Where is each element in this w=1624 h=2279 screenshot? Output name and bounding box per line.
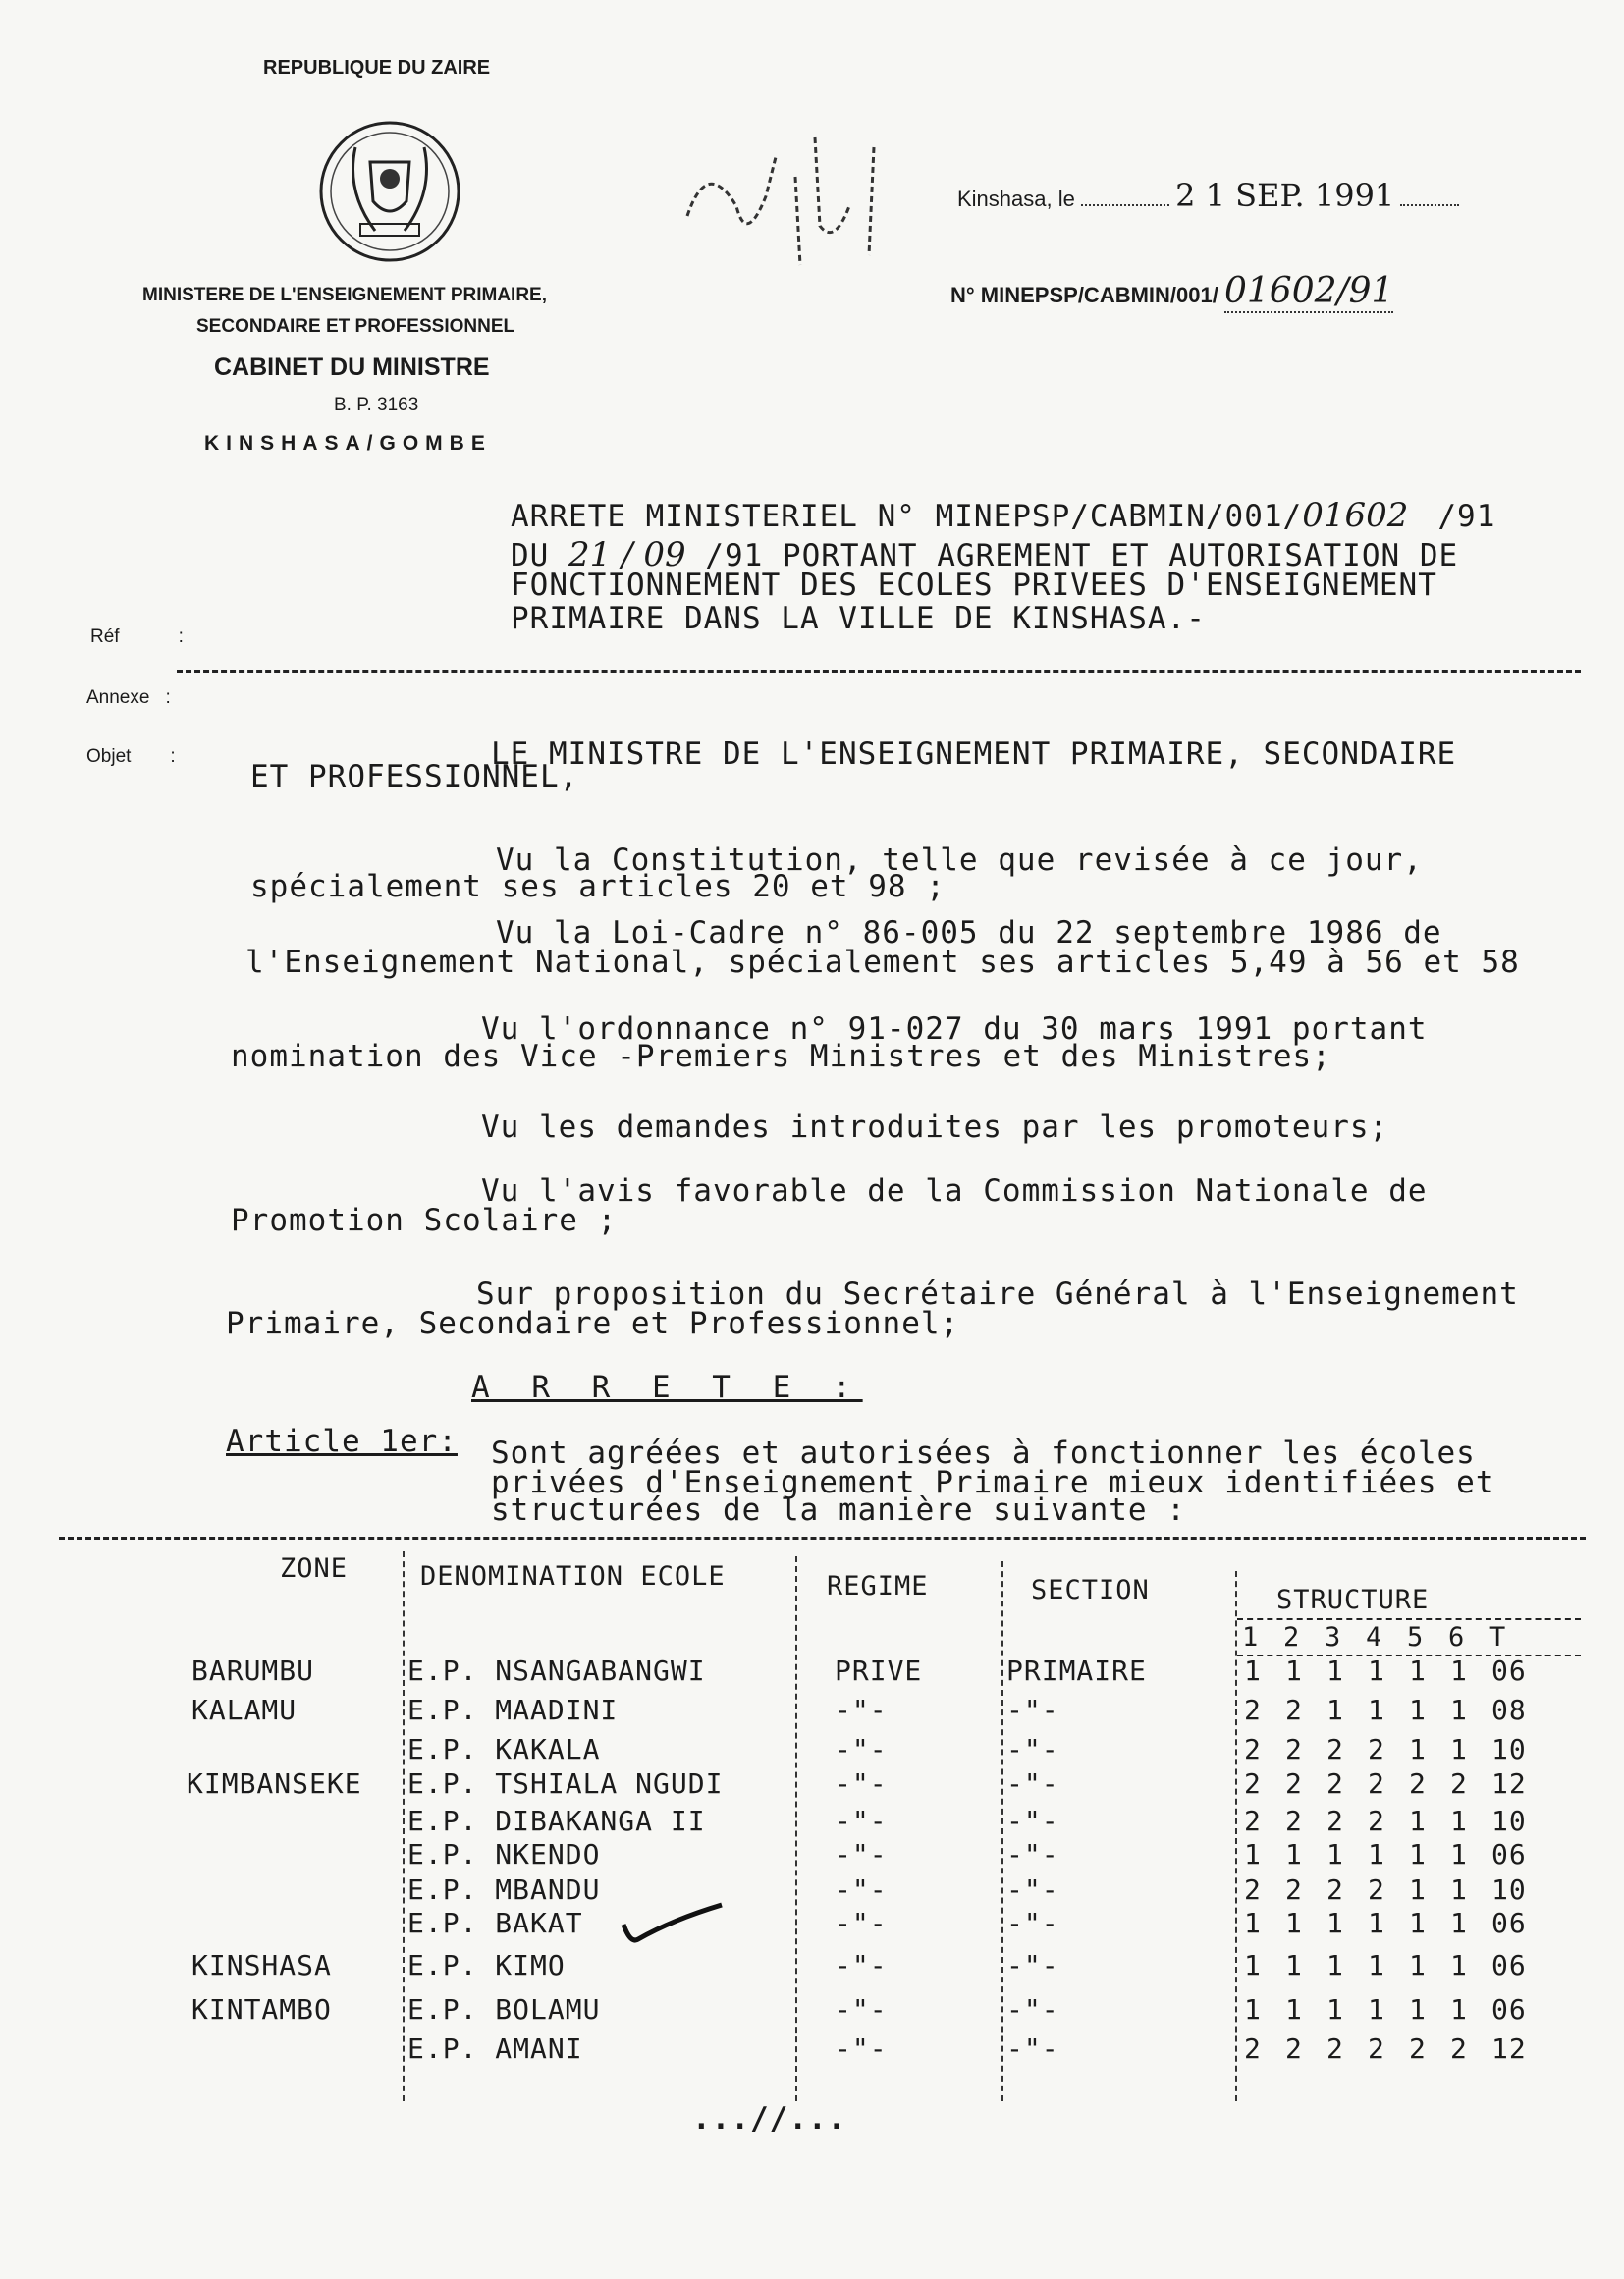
row-section: -"- <box>1006 1805 1059 1837</box>
reference-handwritten: 01602/91 <box>1223 271 1394 311</box>
row-structure-cell: 2 <box>1409 1767 1427 1800</box>
row-structure-cell: 06 <box>1491 1838 1527 1871</box>
minister-line-2: ET PROFESSIONNEL, <box>250 759 579 794</box>
row-structure-cell: 2 <box>1326 2033 1344 2065</box>
row-structure-cell: 1 <box>1244 1655 1262 1687</box>
considerant-avis-2: Promotion Scolaire ; <box>231 1203 618 1238</box>
row-section: PRIMAIRE <box>1006 1655 1147 1687</box>
row-school-name: E.P. TSHIALA NGUDI <box>407 1767 724 1800</box>
arrete-heading: A R R E T E : <box>471 1370 863 1405</box>
considerant-proposition-1: Sur proposition du Secrétaire Général à l'Enseignement <box>476 1276 1519 1312</box>
row-school-name: E.P. MBANDU <box>407 1873 601 1906</box>
row-zone: KINTAMBO <box>191 1993 332 2026</box>
row-structure-cell: 2 <box>1285 1873 1303 1906</box>
considerant-constitution-1: Vu la Constitution, telle que revisée à ce jour, <box>496 842 1423 878</box>
title-line-1: ARRETE MINISTERIEL N° MINEPSP/CABMIN/001/01602 /91 <box>511 496 1496 535</box>
col-divider-3 <box>1001 1561 1003 2101</box>
considerant-avis-1: Vu l'avis favorable de la Commission Nationale de <box>481 1173 1428 1209</box>
row-structure-cell: 1 <box>1326 1907 1344 1939</box>
row-regime: -"- <box>835 1949 888 1981</box>
structure-col-3: 3 <box>1325 1622 1342 1653</box>
row-section: -"- <box>1006 1907 1059 1939</box>
col-divider-2 <box>795 1556 797 2101</box>
header-zone: ZONE <box>280 1553 349 1584</box>
place-label: Kinshasa, le <box>957 187 1075 211</box>
row-structure-cell: 06 <box>1491 1993 1527 2026</box>
row-school-name: E.P. BAKAT <box>407 1907 583 1939</box>
row-structure-cell: 1 <box>1326 1655 1344 1687</box>
row-structure-cell: 1 <box>1450 1694 1468 1726</box>
row-structure-cell: 1 <box>1450 1655 1468 1687</box>
row-section: -"- <box>1006 2033 1059 2065</box>
considerant-loi-cadre-1: Vu la Loi-Cadre n° 86-005 du 22 septembre 1986 de <box>496 915 1442 950</box>
row-structure-cell: 1 <box>1326 1694 1344 1726</box>
header-regime: REGIME <box>827 1571 929 1601</box>
row-structure-cell: 2 <box>1368 2033 1385 2065</box>
minister-line-1: LE MINISTRE DE L'ENSEIGNEMENT PRIMAIRE, SECONDAIRE <box>491 736 1457 772</box>
row-structure-cell: 2 <box>1409 2033 1427 2065</box>
row-structure-cell: 1 <box>1368 1655 1385 1687</box>
row-structure-cell: 1 <box>1409 1655 1427 1687</box>
continuation-mark: ...//... <box>692 2101 847 2137</box>
header-denomination: DENOMINATION ECOLE <box>420 1561 726 1592</box>
row-structure-cell: 2 <box>1368 1767 1385 1800</box>
row-school-name: E.P. KAKALA <box>407 1733 601 1765</box>
row-zone: BARUMBU <box>191 1655 315 1687</box>
row-structure-cell: 1 <box>1285 1949 1303 1981</box>
row-structure-cell: 2 <box>1244 1767 1262 1800</box>
row-structure-cell: 1 <box>1409 1907 1427 1939</box>
checkmark-icon <box>619 1900 727 1953</box>
row-regime: -"- <box>835 1733 888 1765</box>
considerant-constitution-2: spécialement ses articles 20 et 98 ; <box>250 869 946 904</box>
row-structure-cell: 1 <box>1450 1949 1468 1981</box>
row-structure-cell: 1 <box>1409 1993 1427 2026</box>
row-structure-cell: 1 <box>1244 1949 1262 1981</box>
article-text-2: privées d'Enseignement Primaire mieux identifiées et <box>491 1465 1495 1500</box>
row-regime: -"- <box>835 1694 888 1726</box>
row-structure-cell: 1 <box>1450 1873 1468 1906</box>
structure-col-2: 2 <box>1283 1622 1301 1653</box>
letter-date: 2 1 SEP. 1991 <box>1175 177 1395 214</box>
row-section: -"- <box>1006 1873 1059 1906</box>
coat-of-arms-seal <box>316 118 463 265</box>
row-structure-cell: 2 <box>1244 1805 1262 1837</box>
row-school-name: E.P. DIBAKANGA II <box>407 1805 706 1837</box>
row-structure-cell: 1 <box>1409 1733 1427 1765</box>
header-structure: STRUCTURE <box>1276 1585 1430 1615</box>
row-school-name: E.P. NSANGABANGWI <box>407 1655 706 1687</box>
row-structure-cell: 1 <box>1409 1838 1427 1871</box>
row-structure-cell: 1 <box>1368 1949 1385 1981</box>
header-section: SECTION <box>1031 1575 1150 1605</box>
row-school-name: E.P. KIMO <box>407 1949 566 1981</box>
row-zone: KALAMU <box>191 1694 298 1726</box>
row-structure-cell: 1 <box>1368 1694 1385 1726</box>
row-structure-cell: 1 <box>1326 1838 1344 1871</box>
row-structure-cell: 2 <box>1285 1805 1303 1837</box>
cabinet-title: CABINET DU MINISTRE <box>214 353 490 381</box>
row-structure-cell: 1 <box>1285 1993 1303 2026</box>
row-regime: -"- <box>835 2033 888 2065</box>
row-structure-cell: 1 <box>1368 1907 1385 1939</box>
row-regime: -"- <box>835 1805 888 1837</box>
row-structure-cell: 10 <box>1491 1805 1527 1837</box>
row-structure-cell: 1 <box>1368 1838 1385 1871</box>
structure-col-6: 6 <box>1448 1622 1466 1653</box>
row-structure-cell: 1 <box>1285 1907 1303 1939</box>
row-school-name: E.P. NKENDO <box>407 1838 601 1871</box>
row-structure-cell: 1 <box>1326 1993 1344 2026</box>
article-text-1: Sont agréées et autorisées à fonctionner les écoles <box>491 1436 1476 1471</box>
row-structure-cell: 2 <box>1285 1694 1303 1726</box>
row-zone: KIMBANSEKE <box>187 1767 362 1800</box>
article-text-3: structurées de la manière suivante : <box>491 1492 1186 1528</box>
row-structure-cell: 2 <box>1244 1733 1262 1765</box>
margin-objet: Objet : <box>86 746 176 767</box>
title-line-3: FONCTIONNEMENT DES ECOLES PRIVEES D'ENSEIGNEMENT <box>511 568 1437 603</box>
city-label: KINSHASA/GOMBE <box>204 432 492 455</box>
reference-number <box>950 271 1393 311</box>
row-zone: KINSHASA <box>191 1949 332 1981</box>
considerant-ordonnance-2: nomination des Vice -Premiers Ministres et des Ministres; <box>231 1039 1331 1074</box>
row-section: -"- <box>1006 1993 1059 2026</box>
row-structure-cell: 12 <box>1491 1767 1527 1800</box>
row-structure-cell: 2 <box>1285 1767 1303 1800</box>
row-regime: -"- <box>835 1907 888 1939</box>
row-structure-cell: 10 <box>1491 1873 1527 1906</box>
row-structure-cell: 1 <box>1244 1907 1262 1939</box>
title-line-4: PRIMAIRE DANS LA VILLE DE KINSHASA.- <box>511 601 1206 636</box>
row-structure-cell: 1 <box>1409 1873 1427 1906</box>
title-divider <box>177 670 1581 673</box>
col-divider-4 <box>1235 1571 1237 2101</box>
row-structure-cell: 1 <box>1244 1838 1262 1871</box>
row-section: -"- <box>1006 1838 1059 1871</box>
margin-ref: Réf : <box>90 626 184 647</box>
structure-col-1: 1 <box>1242 1622 1260 1653</box>
considerant-loi-cadre-2: l'Enseignement National, spécialement ses articles 5,49 à 56 et 58 <box>245 945 1520 980</box>
title-line-2: DU 21 / 09 /91 PORTANT AGREMENT ET AUTORISATION DE <box>511 535 1459 574</box>
row-school-name: E.P. AMANI <box>407 2033 583 2065</box>
row-structure-cell: 1 <box>1450 1993 1468 2026</box>
row-structure-cell: 1 <box>1368 1993 1385 2026</box>
place-date-label <box>957 177 1459 214</box>
row-structure-cell: 1 <box>1450 1838 1468 1871</box>
row-structure-cell: 2 <box>1368 1733 1385 1765</box>
row-structure-cell: 2 <box>1244 1694 1262 1726</box>
row-structure-cell: 1 <box>1326 1949 1344 1981</box>
structure-col-T: T <box>1489 1622 1507 1653</box>
ministry-line-1: MINISTERE DE L'ENSEIGNEMENT PRIMAIRE, <box>142 285 547 305</box>
col-divider-1 <box>403 1551 405 2101</box>
row-structure-cell: 06 <box>1491 1949 1527 1981</box>
row-school-name: E.P. MAADINI <box>407 1694 619 1726</box>
row-structure-cell: 2 <box>1326 1805 1344 1837</box>
row-regime: -"- <box>835 1838 888 1871</box>
considerant-proposition-2: Primaire, Secondaire et Professionnel; <box>226 1306 960 1341</box>
row-structure-cell: 2 <box>1244 2033 1262 2065</box>
row-section: -"- <box>1006 1949 1059 1981</box>
row-structure-cell: 2 <box>1326 1767 1344 1800</box>
row-structure-cell: 1 <box>1409 1694 1427 1726</box>
row-school-name: E.P. BOLAMU <box>407 1993 601 2026</box>
article-label: Article 1er: <box>226 1424 458 1459</box>
considerant-demandes: Vu les demandes introduites par les promoteurs; <box>481 1110 1389 1145</box>
row-structure-cell: 1 <box>1244 1993 1262 2026</box>
row-structure-cell: 06 <box>1491 1907 1527 1939</box>
row-structure-cell: 2 <box>1368 1805 1385 1837</box>
row-section: -"- <box>1006 1733 1059 1765</box>
structure-header-rule <box>1237 1618 1581 1620</box>
margin-annexe: Annexe : <box>86 687 171 708</box>
row-section: -"- <box>1006 1694 1059 1726</box>
considerant-ordonnance-1: Vu l'ordonnance n° 91-027 du 30 mars 1991 portant <box>481 1011 1428 1047</box>
row-regime: -"- <box>835 1993 888 2026</box>
row-structure-cell: 1 <box>1450 1805 1468 1837</box>
row-structure-cell: 08 <box>1491 1694 1527 1726</box>
reference-label: N° MINEPSP/CABMIN/001/ <box>950 283 1218 307</box>
row-structure-cell: 2 <box>1244 1873 1262 1906</box>
structure-col-5: 5 <box>1407 1622 1425 1653</box>
row-structure-cell: 2 <box>1326 1733 1344 1765</box>
row-structure-cell: 2 <box>1285 2033 1303 2065</box>
row-regime: -"- <box>835 1767 888 1800</box>
row-structure-cell: 1 <box>1450 1733 1468 1765</box>
row-section: -"- <box>1006 1767 1059 1800</box>
row-structure-cell: 12 <box>1491 2033 1527 2065</box>
row-structure-cell: 1 <box>1285 1655 1303 1687</box>
row-structure-cell: 1 <box>1409 1805 1427 1837</box>
row-structure-cell: 1 <box>1450 1907 1468 1939</box>
country-title: REPUBLIQUE DU ZAIRE <box>263 57 491 79</box>
ink-scribble <box>668 118 913 285</box>
row-structure-cell: 06 <box>1491 1655 1527 1687</box>
row-structure-cell: 2 <box>1450 1767 1468 1800</box>
postal-box: B. P. 3163 <box>334 395 419 415</box>
row-structure-cell: 2 <box>1368 1873 1385 1906</box>
row-structure-cell: 2 <box>1326 1873 1344 1906</box>
row-structure-cell: 1 <box>1409 1949 1427 1981</box>
row-structure-cell: 2 <box>1285 1733 1303 1765</box>
row-regime: PRIVE <box>835 1655 923 1687</box>
row-regime: -"- <box>835 1873 888 1906</box>
ministry-line-2: SECONDAIRE ET PROFESSIONNEL <box>196 316 515 337</box>
structure-col-4: 4 <box>1366 1622 1383 1653</box>
row-structure-cell: 1 <box>1285 1838 1303 1871</box>
row-structure-cell: 2 <box>1450 2033 1468 2065</box>
row-structure-cell: 10 <box>1491 1733 1527 1765</box>
table-top-rule <box>59 1537 1586 1540</box>
